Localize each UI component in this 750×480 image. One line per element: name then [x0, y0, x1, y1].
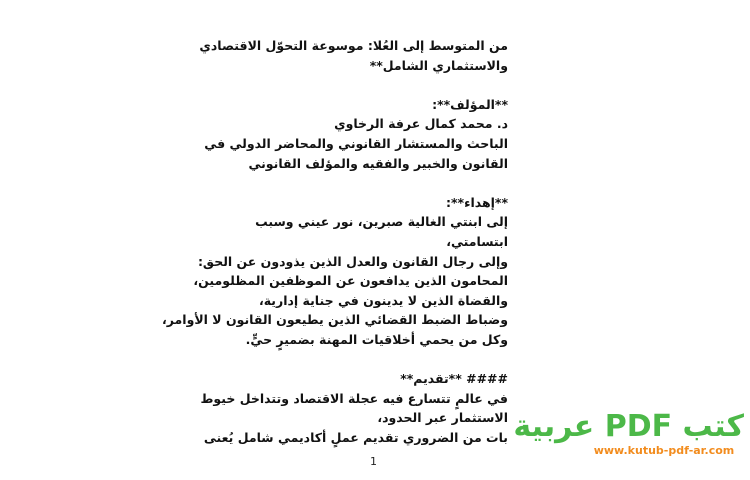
dedication-line-7: وكل من يحمي أخلاقيات المهنة بضميرٍ حيٍّ. — [245, 331, 508, 347]
blank-line — [180, 173, 508, 193]
author-heading: **المؤلف**: — [432, 96, 508, 112]
page-number: 1 — [370, 455, 377, 468]
dedication-line-1: إلى ابنتي الغالية صبرين، نور عيني وسبب — [255, 214, 508, 230]
dedication-line-5: والقضاة الذين لا يدينون في جناية إدارية، — [258, 292, 508, 308]
author-title-line-1: الباحث والمستشار القانوني والمحاضر الدولي في — [204, 135, 508, 151]
introduction-heading: #### **تقديم** — [400, 371, 508, 387]
author-title-line-2: القانون والخبير والفقيه والمؤلف القانوني — [248, 155, 508, 171]
author-name: د. محمد كمال عرفة الرخاوي — [334, 116, 508, 132]
dedication-line-6: وضباط الضبط القضائي الذين يطيعون القانون لا الأوامر، — [162, 312, 508, 328]
dedication-line-4: المحامون الذين يدافعون عن الموظفين المظلومين، — [193, 273, 508, 289]
title-line-1: من المتوسط إلى العُلا: موسوعة التحوّل الاقتصادي — [199, 38, 508, 53]
watermark-title: كتب PDF عربية — [513, 409, 744, 444]
watermark-logo — [513, 409, 744, 458]
blank-line — [180, 350, 508, 370]
introduction-line-2: الاستثمار عبر الحدود، — [377, 410, 508, 426]
introduction-line-1: في عالمٍ تتسارع فيه عجلة الاقتصاد وتتداخل خيوط — [200, 390, 508, 406]
title-line-2: والاستثماري الشامل** — [369, 57, 508, 73]
dedication-line-2: ابتسامتي، — [446, 233, 508, 249]
dedication-line-3: وإلى رجال القانون والعدل الذين يذودون عن الحق: — [197, 253, 508, 269]
blank-line — [180, 75, 508, 95]
watermark-url: www.kutub-pdf-ar.com — [593, 444, 735, 457]
dedication-heading: **إهداء**: — [446, 194, 508, 210]
introduction-line-3: بات من الضروري تقديم عملٍ أكاديمي شامل يُعنى — [203, 429, 508, 445]
document-body — [162, 36, 508, 447]
